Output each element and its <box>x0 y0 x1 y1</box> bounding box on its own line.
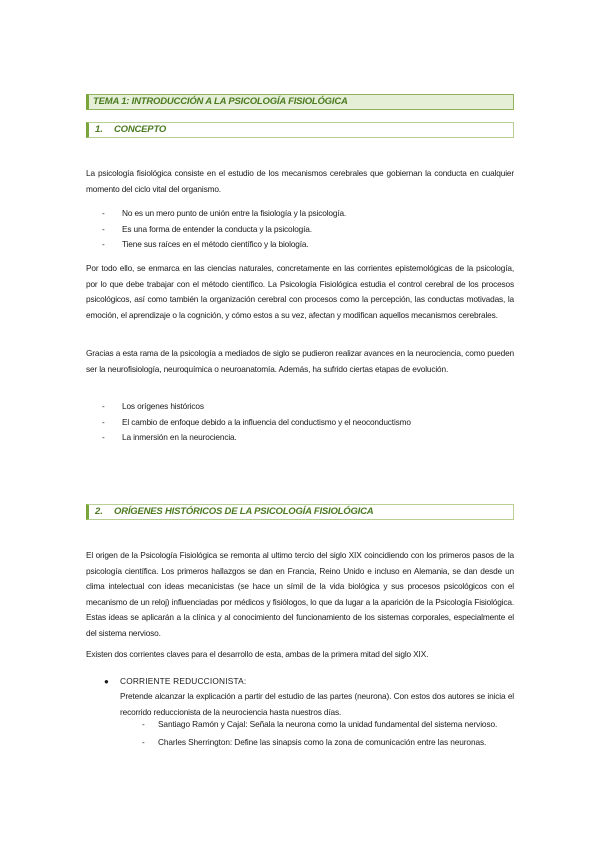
topic-heading <box>86 94 514 110</box>
list-item: - No es un mero punto de unión entre la fisiología y la psicología. <box>100 206 514 222</box>
topic-title: TEMA 1: INTRODUCCIÓN A LA PSICOLOGÍA FISIOLÓGICA <box>93 96 348 107</box>
section-heading-origenes <box>86 504 514 520</box>
list-item: - Santiago Ramón y Cajal: Señala la neurona como la unidad fundamental del sistema nervioso. <box>142 717 514 733</box>
list-item: - La inmersión en la neurociencia. <box>100 430 514 446</box>
dash-list <box>100 206 514 253</box>
section-title: ORÍGENES HISTÓRICOS DE LA PSICOLOGÍA FISIOLÓGICA <box>114 506 374 517</box>
sub-list <box>142 717 514 752</box>
paragraph: La psicología fisiológica consiste en el estudio de los mecanismos cerebrales que gobiernan la conducta en cualquier momento del ciclo vital del organismo. <box>86 168 514 194</box>
section-number: 2. <box>95 506 103 517</box>
bullet-label: CORRIENTE REDUCCIONISTA: <box>120 676 247 686</box>
paragraph: Pretende alcanzar la explicación a partir del estudio de las partes (neurona). Con estos dos autores se inicia el recorrido reduccionista de la neurociencia hasta nuestros días. <box>120 691 514 717</box>
dash-list <box>100 399 514 446</box>
section-title: CONCEPTO <box>114 124 167 135</box>
list-item: - Charles Sherrington: Define las sinapsis como la zona de comunicación entre las neuronas. <box>142 735 514 751</box>
list-item: - Los orígenes históricos <box>100 399 514 415</box>
bullet-dot-icon: ● <box>104 677 109 686</box>
list-item: - Tiene sus raíces en el método científico y la biología. <box>100 237 514 253</box>
section-heading-concepto <box>86 122 514 138</box>
paragraph: El origen de la Psicología Fisiológica se remonta al ultimo tercio del siglo XIX coincidiendo con los primeros pasos de la psicología científica. Los primeros hallazgos se dan en Francia, Reino Unido e incluso en Alemania, se dan desde un clima intelectual con ideas mecanicistas (se hace un símil de la vida biológica y sus procesos psicológicos con el mecanismo de un reloj) influenciadas por médicos y fisiólogos, lo que da lugar a la aparición de la Psicología Fisiológica. Estas ideas se aplicarán a la clínica y al conocimiento del funcionamiento de los sistemas corporales, especialmente el del sistema nervioso. <box>86 550 514 638</box>
list-item: - El cambio de enfoque debido a la influencia del conductismo y el neoconductismo <box>100 415 514 431</box>
paragraph: Gracias a esta rama de la psicología a mediados de siglo se pudieron realizar avances en la neurociencia, como pueden ser la neurofisiología, neuroquímica o neuroanatomía. Además, ha sufrido ciertas etapas de evolución. <box>86 348 514 374</box>
list-item: - Es una forma de entender la conducta y la psicología. <box>100 222 514 238</box>
section-number: 1. <box>95 124 103 135</box>
paragraph: Existen dos corrientes claves para el desarrollo de esta, ambas de la primera mitad del siglo XIX. <box>86 649 429 659</box>
paragraph: Por todo ello, se enmarca en las ciencias naturales, concretamente en las corrientes epistemológicas de la psicología, por lo que debe trabajar con el método científico. La Psicología Fisiológica estudia el control cerebral de los procesos psicológicos, así como también la organización cerebral con procesos como la percepción, las conductas motivadas, la emoción, el aprendizaje o la cognición, y cómo estos a su vez, afectan y modifican aquellos mecanismos cerebrales. <box>86 263 514 320</box>
